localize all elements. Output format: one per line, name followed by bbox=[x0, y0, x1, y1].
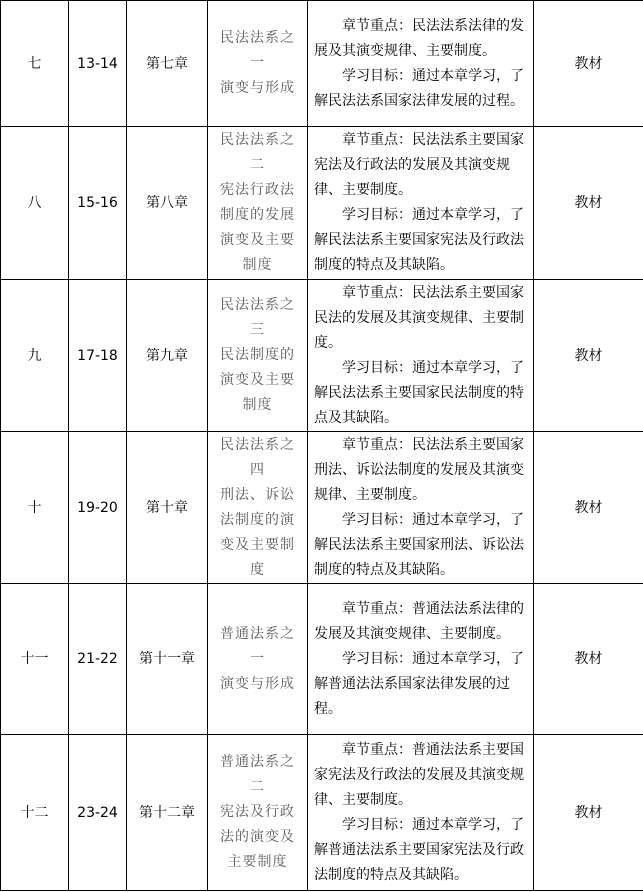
chapter-title-line: 民法法系之 bbox=[220, 30, 295, 46]
table-row bbox=[1, 280, 643, 432]
chapter-title-line: 主要制度 bbox=[227, 854, 288, 870]
chapter-title-line: 二 bbox=[250, 157, 265, 173]
weeks-cell: 13-14 bbox=[69, 1, 127, 127]
chapter-title-line: 民法法系之 bbox=[220, 132, 295, 148]
chapter-title-line: 演变与形成 bbox=[220, 80, 295, 96]
learning-goal-text: 学习目标：通过本章学习，了解民法法系国家法律发展的过程。 bbox=[314, 67, 524, 109]
chapter-focus-text: 章节重点：民法法系主要国家宪法及行政法的发展及其演变规律、主要制度。 bbox=[314, 132, 524, 198]
chapter-focus-text: 章节重点：民法法系法律的发展及其演变规律、主要制度。 bbox=[314, 17, 524, 59]
content-cell bbox=[308, 735, 534, 891]
material-cell: 教材 bbox=[534, 127, 643, 280]
material-cell: 教材 bbox=[534, 1, 643, 127]
lesson-number-cell: 十一 bbox=[1, 584, 69, 735]
lesson-number-cell: 十 bbox=[1, 432, 69, 584]
table-row bbox=[1, 735, 643, 891]
chapter-title-line: 法制度的演 bbox=[220, 511, 295, 528]
material-cell: 教材 bbox=[534, 280, 643, 432]
learning-goal-text: 学习目标：通过本章学习，了解普通法法系国家法律发展的过程。 bbox=[314, 650, 524, 717]
chapter-title-line: 演变及主要 bbox=[220, 232, 295, 248]
chapter-title-line: 宪法及行政 bbox=[220, 804, 295, 820]
chapter-title-line: 一 bbox=[250, 55, 265, 71]
chapter-title-line: 一 bbox=[250, 650, 265, 667]
chapter-title-cell bbox=[208, 1, 308, 127]
chapter-cell: 第七章 bbox=[127, 1, 208, 127]
chapter-title-line: 民法法系之 bbox=[220, 297, 295, 313]
table-row bbox=[1, 432, 643, 584]
chapter-title-cell bbox=[208, 432, 308, 584]
chapter-cell: 第十章 bbox=[127, 432, 208, 584]
chapter-title-line: 制度 bbox=[242, 397, 273, 413]
table-row bbox=[1, 584, 643, 735]
chapter-title-cell bbox=[208, 127, 308, 280]
chapter-title-line: 普通法系之 bbox=[220, 754, 295, 770]
material-cell: 教材 bbox=[534, 735, 643, 891]
chapter-title-line: 民法制度的 bbox=[220, 347, 295, 363]
material-cell: 教材 bbox=[534, 432, 643, 584]
chapter-title-line: 二 bbox=[250, 779, 265, 795]
table-row bbox=[1, 127, 643, 280]
weeks-cell: 17-18 bbox=[69, 280, 127, 432]
chapter-title-line: 法的演变及 bbox=[220, 829, 295, 845]
table-body bbox=[1, 1, 643, 891]
weeks-cell: 19-20 bbox=[69, 432, 127, 584]
weeks-cell: 21-22 bbox=[69, 584, 127, 735]
chapter-title-line: 变及主要制 bbox=[220, 536, 295, 553]
lesson-number-cell: 七 bbox=[1, 1, 69, 127]
learning-goal-text: 学习目标：通过本章学习，了解普通法法系主要国家宪法及行政法制度的特点及其缺陷。 bbox=[314, 816, 524, 883]
chapter-cell: 第九章 bbox=[127, 280, 208, 432]
learning-goal-text: 学习目标：通过本章学习，了解民法法系主要国家民法制度的特点及其缺陷。 bbox=[314, 359, 524, 426]
chapter-title-line: 普通法系之 bbox=[220, 625, 295, 642]
chapter-title-line: 制度 bbox=[242, 257, 273, 273]
content-cell bbox=[308, 1, 534, 127]
chapter-title-line: 演变及主要 bbox=[220, 372, 295, 388]
content-cell bbox=[308, 127, 534, 280]
chapter-focus-text: 章节重点：民法法系主要国家民法的发展及其演变规律、主要制度。 bbox=[314, 284, 524, 351]
chapter-cell: 第八章 bbox=[127, 127, 208, 280]
chapter-title-line: 民法法系之 bbox=[220, 436, 295, 453]
chapter-focus-text: 章节重点：普通法法系主要国家宪法及行政法的发展及其演变规律、主要制度。 bbox=[314, 741, 524, 808]
chapter-focus-text: 章节重点：普通法法系法律的发展及其演变规律、主要制度。 bbox=[314, 600, 524, 642]
chapter-title-line: 宪法行政法 bbox=[220, 182, 295, 198]
content-cell bbox=[308, 584, 534, 735]
chapter-title-cell bbox=[208, 280, 308, 432]
chapter-title-line: 刑法、诉讼 bbox=[220, 486, 295, 503]
weeks-cell: 15-16 bbox=[69, 127, 127, 280]
material-cell: 教材 bbox=[534, 584, 643, 735]
learning-goal-text: 学习目标：通过本章学习，了解民法法系主要国家宪法及行政法制度的特点及其缺陷。 bbox=[314, 207, 524, 273]
chapter-title-line: 三 bbox=[250, 322, 265, 338]
table-row bbox=[1, 1, 643, 127]
chapter-title-line: 四 bbox=[250, 461, 265, 478]
chapter-cell: 第十二章 bbox=[127, 735, 208, 891]
lesson-number-cell: 九 bbox=[1, 280, 69, 432]
chapter-title-cell bbox=[208, 735, 308, 891]
chapter-focus-text: 章节重点：民法法系主要国家刑法、诉讼法制度的发展及其演变规律、主要制度。 bbox=[314, 436, 524, 503]
content-cell bbox=[308, 280, 534, 432]
chapter-title-line: 制度的发展 bbox=[220, 207, 295, 223]
learning-goal-text: 学习目标：通过本章学习，了解民法法系主要国家刑法、诉讼法制度的特点及其缺陷。 bbox=[314, 511, 524, 578]
chapter-cell: 第十一章 bbox=[127, 584, 208, 735]
lesson-number-cell: 十二 bbox=[1, 735, 69, 891]
chapter-title-cell bbox=[208, 584, 308, 735]
chapter-title-line: 度 bbox=[250, 561, 265, 578]
content-cell bbox=[308, 432, 534, 584]
chapter-title-line: 演变与形成 bbox=[220, 675, 295, 692]
weeks-cell: 23-24 bbox=[69, 735, 127, 891]
lesson-number-cell: 八 bbox=[1, 127, 69, 280]
